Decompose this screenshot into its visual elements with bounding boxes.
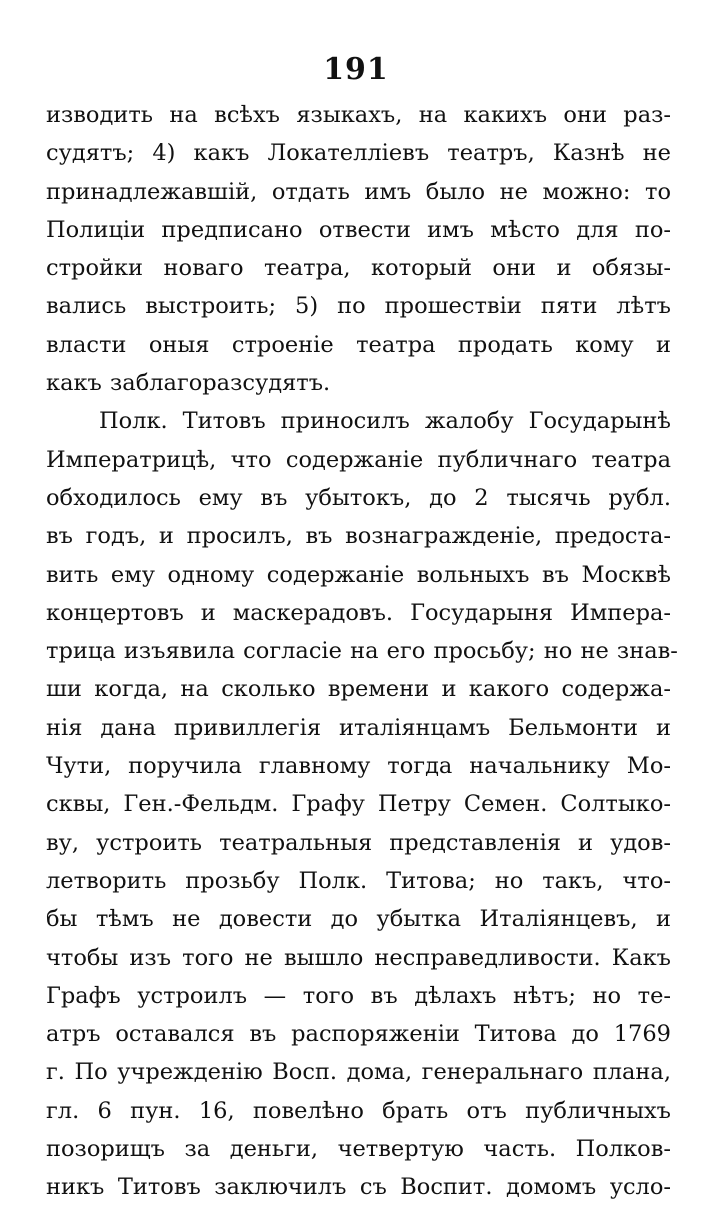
text-line: ши когда, на сколько времени и какого содержа- [46, 676, 671, 703]
text-line: нія дана привиллегія италіянцамъ Бельмонти и [46, 714, 671, 741]
text-line: никъ Титовъ заключилъ съ Воспит. домомъ усло- [46, 1174, 671, 1201]
text-line: концертовъ и маскерадовъ. Государыня Импера- [46, 599, 671, 626]
paragraph-start-line: Полк. Титовъ приносилъ жалобу Государынѣ [99, 408, 671, 435]
text-line: сквы, Ген.-Фельдм. Графу Петру Семен. Солтыко- [46, 791, 671, 818]
text-line: стройки новаго театра, который они и обязы- [46, 255, 671, 282]
text-line: изводить на всѣхъ языкахъ, на какихъ они раз- [46, 102, 671, 128]
text-line: обходилось ему въ убытокъ, до 2 тысячь рубл. [46, 484, 671, 511]
text-line: гл. 6 пун. 16, повелѣно брать отъ публичныхъ [46, 1097, 671, 1124]
body-text [46, 96, 678, 1207]
text-line: власти оныя строеніе театра продать кому и [46, 331, 671, 358]
text-line: принадлежавшій, отдать имъ было не можно: то [46, 178, 671, 205]
text-line: летворить прозьбу Полк. Титова; но такъ, что- [46, 867, 671, 894]
text-line: атръ оставался въ распоряженіи Титова до 1769 [46, 1021, 671, 1048]
text-line: чтобы изъ того не вышло несправедливости. Какъ [46, 944, 671, 971]
paragraph-end-line: какъ заблагоразсудятъ. [46, 370, 331, 397]
text-line: въ годъ, и просилъ, въ вознагражденіе, предоста- [46, 523, 671, 550]
text-line: ву, устроить театральныя представленія и удов- [46, 829, 671, 856]
text-line: Императрицѣ, что содержаніе публичнаго театра [46, 446, 671, 473]
text-line: Графъ устроилъ — того въ дѣлахъ нѣтъ; но те- [46, 982, 671, 1009]
text-line: бы тѣмъ не довести до убытка Италіянцевъ, и [46, 906, 671, 933]
text-line: вить ему одному содержаніе вольныхъ въ Москвѣ [46, 561, 671, 588]
text-line: позорищъ за деньги, четвертую часть. Полков- [46, 1136, 671, 1163]
page-number: 191 [323, 52, 389, 87]
text-line: судятъ; 4) какъ Локателліевъ театръ, Казнѣ не [46, 140, 671, 167]
text-line: Полиціи предписано отвести имъ мѣсто для по- [46, 216, 671, 243]
text-line: трица изъявила согласіе на его просьбу; но не знав- [46, 638, 678, 665]
text-line: г. По учрежденію Восп. дома, генеральнаго плана, [46, 1059, 671, 1086]
text-line: вались выстроить; 5) по прошествіи пяти лѣтъ [46, 293, 671, 320]
text-line: Чути, поручила главному тогда начальнику Мо- [46, 753, 671, 780]
